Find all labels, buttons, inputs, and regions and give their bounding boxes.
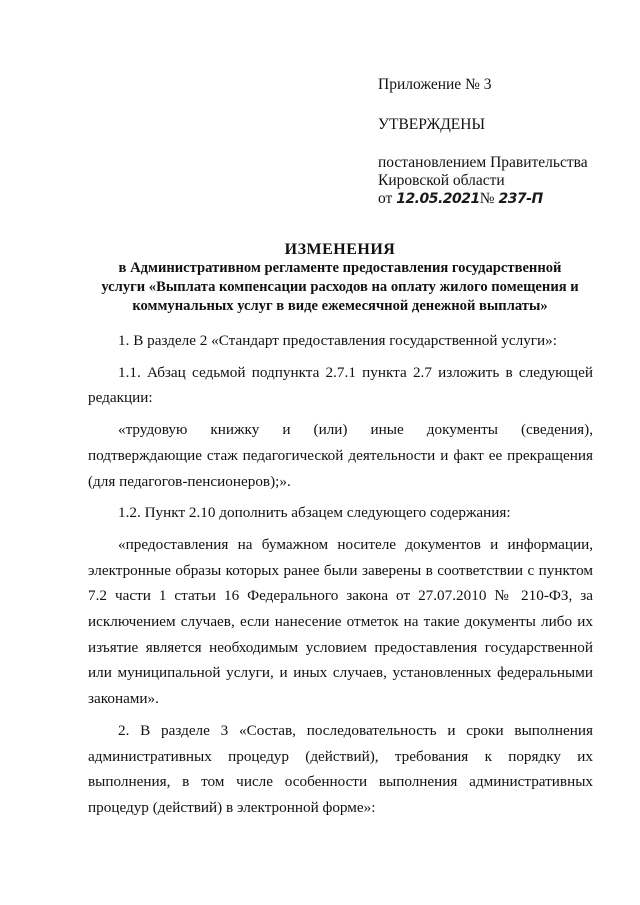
heading-title: ИЗМЕНЕНИЯ [284,241,396,258]
number-sign: № [479,190,495,207]
paragraph-1: 1. В разделе 2 «Стандарт предоставления государственной услуги»: [118,332,557,349]
paragraph-2: 1.1. Абзац седьмой подпункта 2.7.1 пункта 2.7 изложить в следующей редакции: [88,363,593,407]
heading-line-1: в Административном регламенте предоставления государственной [118,260,562,276]
from-prefix: от [378,190,393,207]
resolution-line-1: постановлением Правительства [378,154,588,171]
heading-line-3: коммунальных услуг в виде ежемесячной денежной выплаты» [132,298,548,314]
heading-line-2: услуги «Выплата компенсации расходов на оплату жилого помещения и [101,279,579,295]
paragraph-4: 1.2. Пункт 2.10 дополнить абзацем следующего содержания: [118,504,511,522]
approved-label: УТВЕРЖДЕНЫ [378,116,485,133]
appendix-number: Приложение № 3 [378,76,492,93]
paragraph-6: 2. В разделе 3 «Состав, последовательность и сроки выполнения административных процедур (действий), требования к порядку их выполнения, в том числе особенности выполнения административных процедур (действий) в электронной форме»: [88,721,593,816]
handwritten-doc-number: 237-П [498,191,543,207]
paragraph-3: «трудовую книжку и (или) иные документы (сведения), подтверждающие стаж педагогической деятельности и факт ее прекращения (для педагогов-пенсионеров);». [88,421,593,490]
appendix-block [378,76,618,208]
paragraph-5: «предоставления на бумажном носителе документов и информации, электронные образы которых ранее были заверены в соответствии с пунктом 7.2 части 1 статьи 16 Федерального закона от 27.07.2010 № 210-ФЗ, за исключением случаев, если нанесение отметок на такие документы либо их изъятие является необходимым условием предоставления государственной или муниципальной услуги, и иных случаев, установленных федеральными законами». [88,535,593,708]
handwritten-date: 12.05.2021 [396,191,480,207]
resolution-date-line [378,190,618,208]
document-heading [80,240,600,316]
resolution-line-2: Кировской области [378,172,505,189]
document-body [88,328,593,827]
